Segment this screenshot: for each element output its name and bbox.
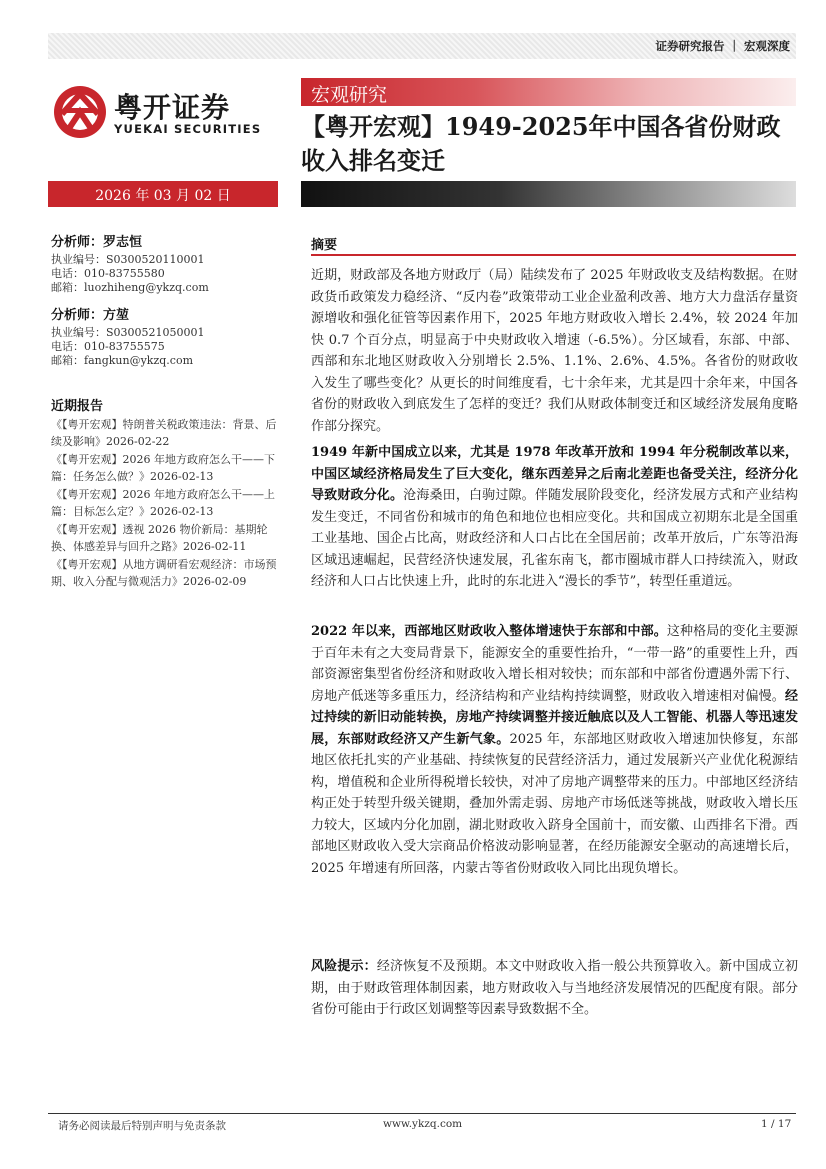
paragraph-text: 2025 年，东部地区财政收入增速加快修复，东部地区依托扎实的产业基础、持续恢复的民营经济活力，通过发展新兴产业优化税源结构，增值税和企业所得税增长较快，对冲了房地产调整带来的压力。中部地区经济结构正处于转型升级关键期，叠加外需走弱、房地产市场低迷等挑战，财政收入增长压力较大，区域内分化加剧，湖北财政收入跻身全国前十，而安徽、山西排名下滑。西部地区财政收入受大宗商品价格波动影响显著，在经历能源安全驱动的高速增长后，2025 年增速有所回落，内蒙古等省份财政收入同比出现负增长。 [311,731,798,876]
analyst-license: 执业编号：S0300521050001 [51,326,205,339]
abstract-heading: 摘要 [311,238,338,253]
analyst-name: 分析师：罗志恒 [51,235,143,250]
analyst-phone: 电话：010-83755575 [51,340,165,353]
analyst-email[interactable]: 邮箱：luozhiheng@ykzq.com [51,281,209,294]
recent-report-link[interactable]: 《【粤开宏观】2026 年地方政府怎么干——上篇：目标怎么定？》2026-02-13 [51,488,275,518]
title-underbar [301,181,796,207]
abstract-paragraph-3 [311,621,798,879]
abstract-divider [311,254,796,256]
recent-report-link[interactable]: 《【粤开宏观】2026 年地方政府怎么干——下篇：任务怎么做？》2026-02-13 [51,453,275,483]
risk-text: 经济恢复不及预期。本文中财政收入指一般公共预算收入。新中国成立初期，由于财政管理体制因素，地方财政收入与当地经济发展情况的匹配度有限。部分省份可能由于行政区划调整等因素导致数据不全。 [311,959,798,1017]
risk-label: 风险提示： [311,959,377,974]
brand-name-cn: 粤开证券 [114,91,231,124]
analyst-phone: 电话：010-83755580 [51,267,165,280]
recent-report-link[interactable]: 《【粤开宏观】透视 2026 物价新局：基期轮换、体感差异与回升之路》2026-02-11 [51,523,268,553]
recent-report-link[interactable]: 《【粤开宏观】从地方调研看宏观经济：市场预期、收入分配与微观活力》2026-02-09 [51,558,277,588]
analyst-2 [51,309,205,368]
paragraph-lead: 2022 年以来，西部地区财政收入整体增速快于东部和中部。 [311,624,667,639]
analyst-email[interactable]: 邮箱：fangkun@ykzq.com [51,354,194,367]
analyst-1 [51,236,209,295]
paragraph-lead: 1949 年新中国成立以来，尤其是 1978 年改革开放和 1994 年分税制改革以来，中国区域经济格局发生了巨大变化，继东西差异之后南北差距也备受关注，经济分化导致财政分化。 [311,445,798,503]
report-type: 证券研究报告 ｜ 宏观深度 [655,39,790,53]
paragraph-text: 这种格局的变化主要源于百年未有之大变局背景下，能源安全的重要性抬升，“一带一路”的重要性上升，西部资源密集型省份经济和财政收入增长相对较快；而东部和中部省份遭遇外需下行、房地产低迷等多重压力，经济结构和产业结构持续调整，财政收入增速相对偏慢。 [311,624,798,704]
brand-logo [52,84,280,140]
recent-reports-list [51,416,283,591]
brand-name-en: YUEKAI SECURITIES [114,122,262,136]
top-banner [48,33,796,59]
footer-divider [48,1113,796,1114]
page-number: 1 / 17 [761,1118,792,1130]
abstract-paragraph-2 [311,442,798,593]
section-tag [301,78,796,106]
recent-report-link[interactable]: 《【粤开宏观】特朗普关税政策违法：背景、后续及影响》2026-02-22 [51,418,277,448]
paragraph-text: 沧海桑田，白驹过隙。伴随发展阶段变化，经济发展方式和产业结构发生变迁，不同省份和城市的角色和地位也相应变化。共和国成立初期东北是全国重工业基地、国企占比高，财政经济和人口占比在全国居前；改革开放后，广东等沿海区域迅速崛起，民营经济快速发展，孔雀东南飞，都市圈城市群人口持续流入，财政经济和人口占比快速上升，此时的东北进入“漫长的季节”，转型任重道远。 [311,488,798,589]
abstract-paragraph-1: 近期，财政部及各地方财政厅（局）陆续发布了 2025 年财政收支及结构数据。在财政货币政策发力稳经济、“反内卷”政策带动工业企业盈利改善、地方大力盘活存量资源增收和强化征管等因素作用下，2025 年地方财政收入增长 2.4%，较 2024 年加快 0.7 个百分点，明显高于中央财政收入增速（-6.5%）。分区域看，东部、中部、西部和东北地区财政收入分别增长 2.5%、1.1%、2.6%、4.5%。各省份的财政收入发生了哪些变化？从更长的时间维度看，七十余年来，尤其是四十余年来，中国各省份的财政收入到底发生了怎样的变迁？我们从财政体制变迁和区域经济发展角度略作部分探究。 [311,268,798,434]
date-box [48,181,278,207]
recent-reports-heading: 近期报告 [51,399,104,414]
footer-website[interactable]: www.ykzq.com [383,1118,463,1130]
risk-paragraph [311,956,798,1021]
analyst-name: 分析师：方堃 [51,308,130,323]
yuekai-logo-icon [52,84,108,140]
analyst-license: 执业编号：S0300520110001 [51,253,205,266]
paragraph-highlight: 经过持续的新旧动能转换，房地产持续调整并接近触底以及人工智能、机器人等迅速发展，东部财政经济又产生新气象。 [311,688,798,747]
report-title: 【粤开宏观】1949-2025年中国各省份财政收入排名变迁 [301,112,781,175]
footer-disclaimer: 请务必阅读最后特别声明与免责条款 [58,1120,226,1132]
section-tag-label: 宏观研究 [311,84,388,106]
report-date: 2026 年 03 月 02 日 [95,188,231,204]
